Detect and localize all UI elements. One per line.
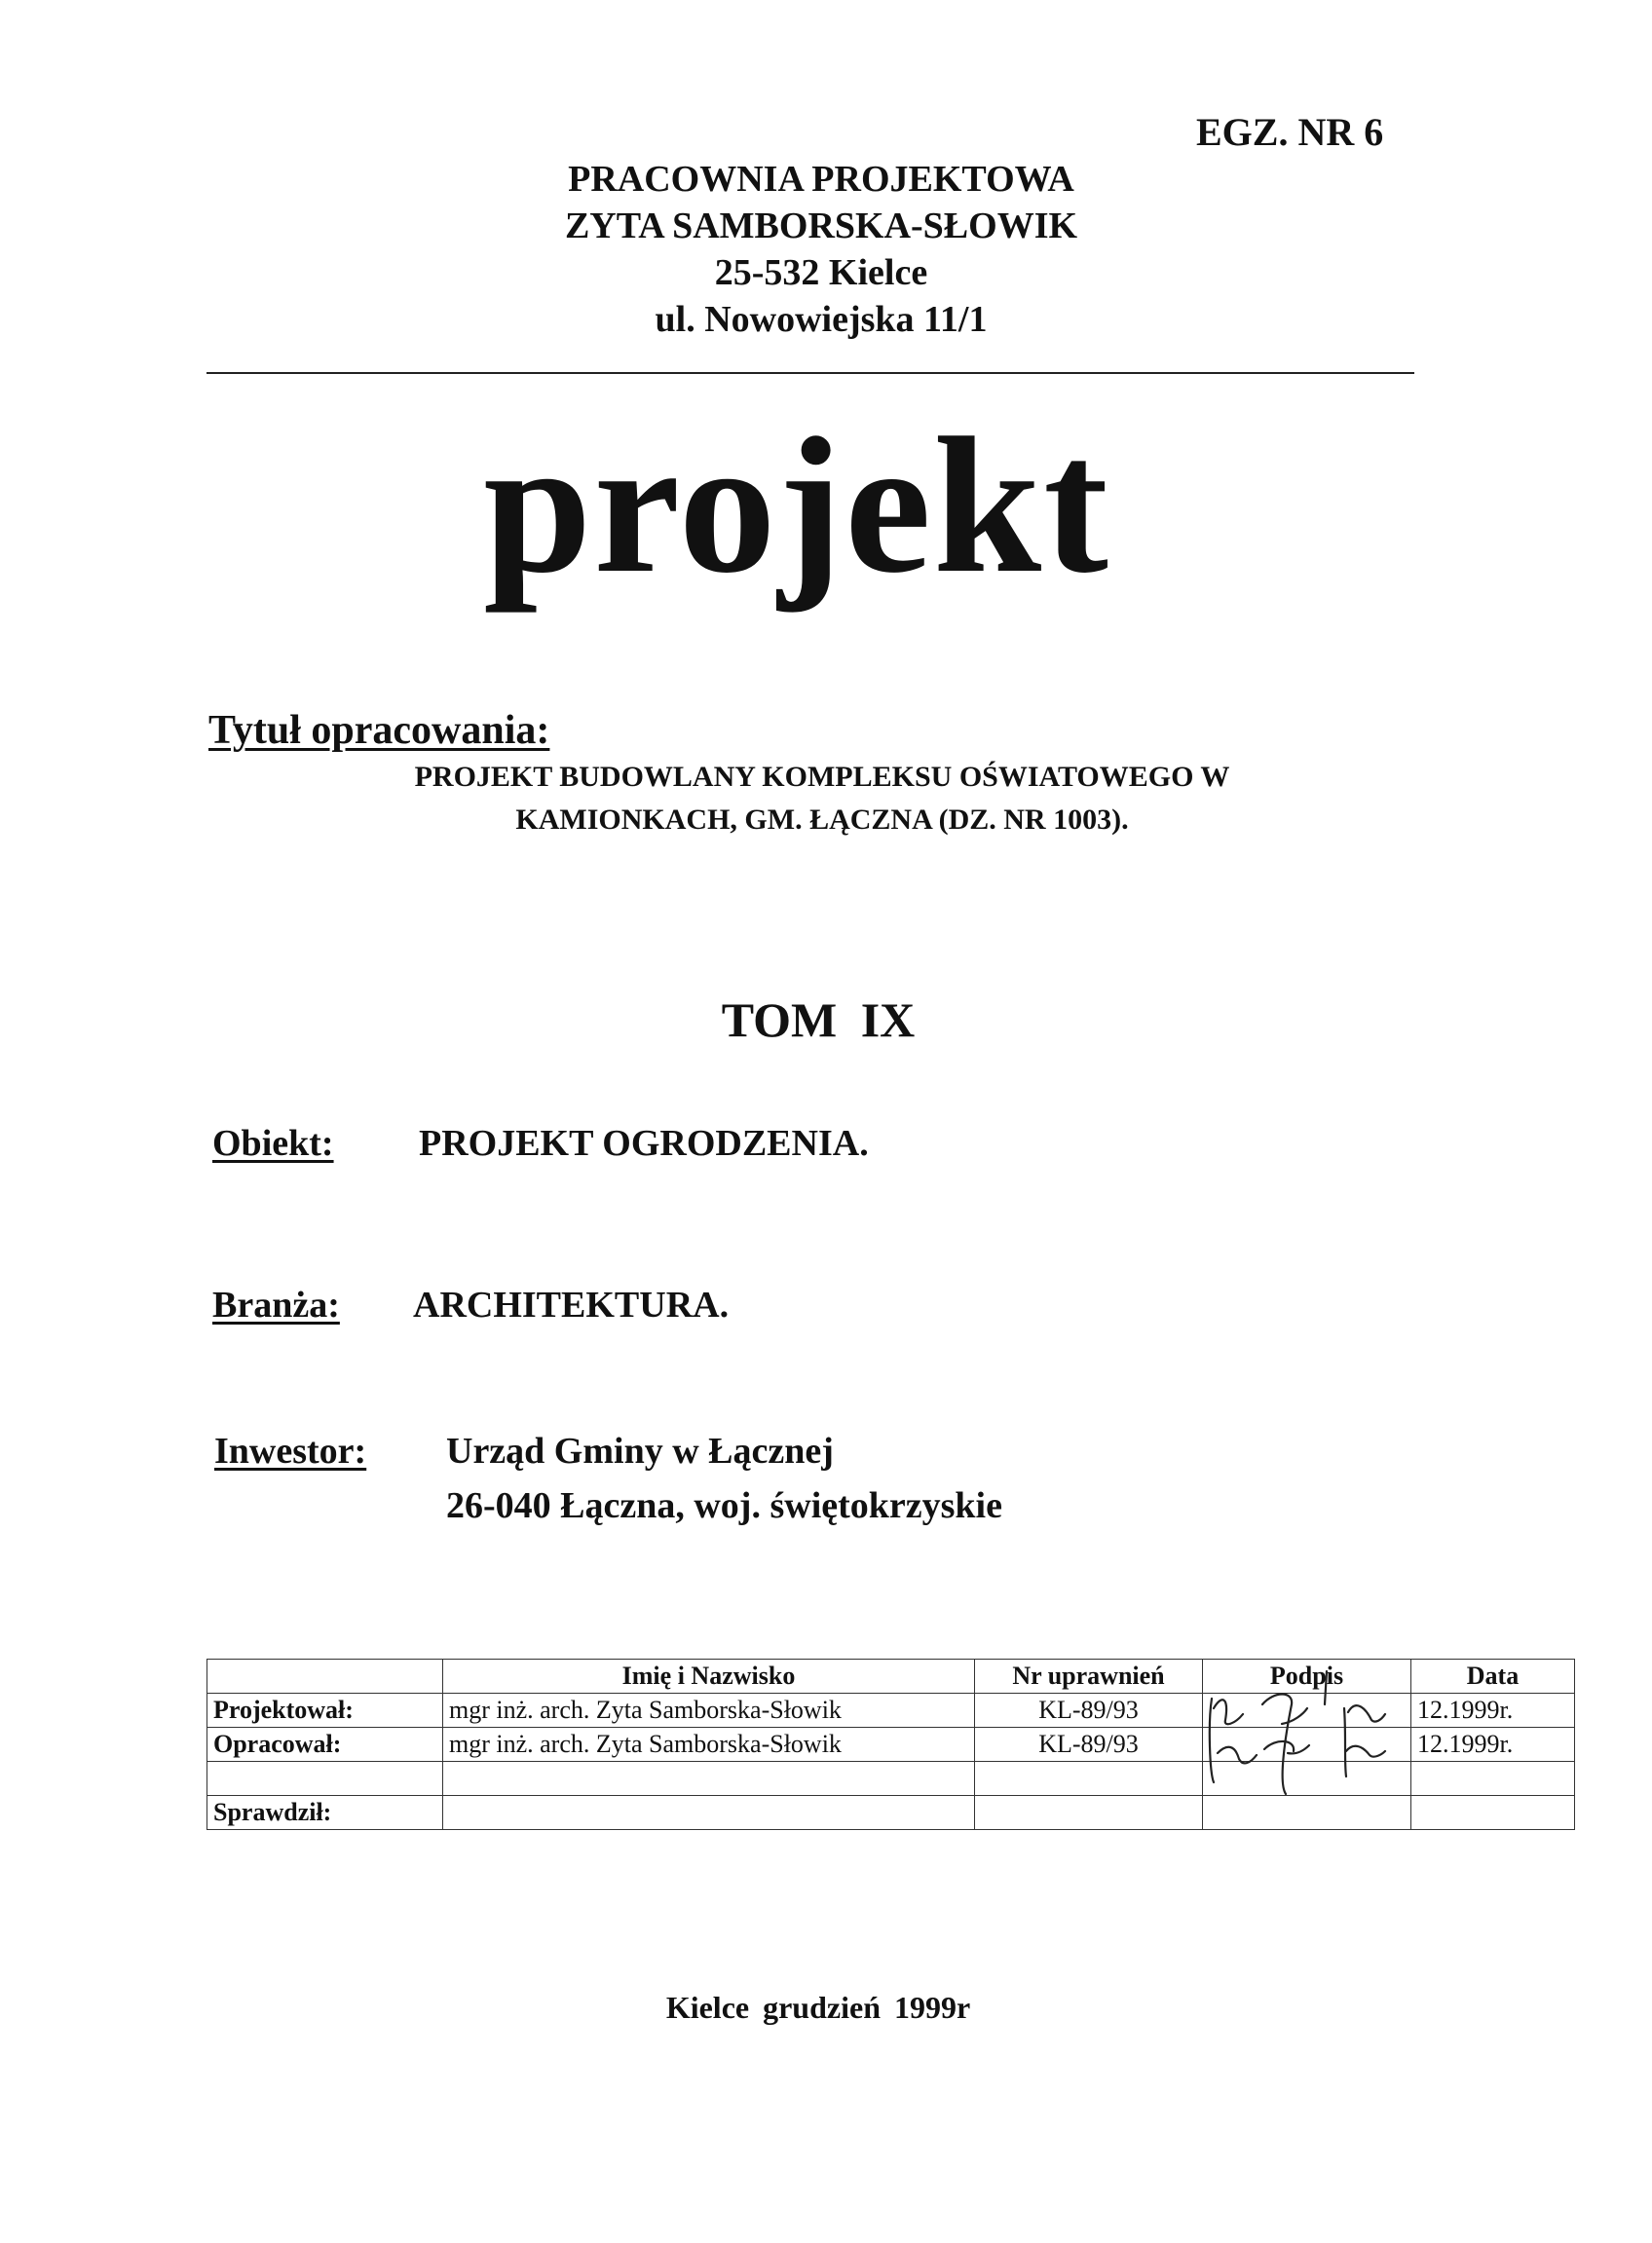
row-date: 12.1999r. xyxy=(1411,1728,1575,1762)
header-divider xyxy=(206,372,1414,374)
row-name xyxy=(443,1796,975,1830)
row-signature xyxy=(1203,1762,1411,1796)
investor-label: Inwestor: xyxy=(214,1431,367,1472)
office-name: PRACOWNIA PROJEKTOWA xyxy=(568,159,1074,200)
row-role: Opracował: xyxy=(207,1728,443,1762)
header-role xyxy=(207,1660,443,1694)
row-license xyxy=(975,1796,1203,1830)
row-license: KL-89/93 xyxy=(975,1694,1203,1728)
investor-address: 26-040 Łączna, woj. świętokrzyskie xyxy=(446,1485,1002,1526)
row-signature xyxy=(1203,1728,1411,1762)
row-signature xyxy=(1203,1694,1411,1728)
office-street: ul. Nowowiejska 11/1 xyxy=(655,299,988,340)
office-owner: ZYTA SAMBORSKA-SŁOWIK xyxy=(564,206,1078,246)
row-name: mgr inż. arch. Zyta Samborska-Słowik xyxy=(443,1728,975,1762)
row-date: 12.1999r. xyxy=(1411,1694,1575,1728)
row-role: Projektował: xyxy=(207,1694,443,1728)
row-license xyxy=(975,1762,1203,1796)
volume-text: TOM IX xyxy=(721,992,916,1047)
header-name: Imię i Nazwisko xyxy=(443,1660,975,1694)
row-license: KL-89/93 xyxy=(975,1728,1203,1762)
office-header xyxy=(0,156,1652,343)
study-title-text xyxy=(0,756,1652,841)
main-title-text: projekt xyxy=(483,398,1110,614)
study-title-label: Tytuł opracowania: xyxy=(208,708,550,753)
main-title xyxy=(0,398,1652,614)
table-row xyxy=(207,1796,1575,1830)
header-license: Nr uprawnień xyxy=(975,1660,1203,1694)
volume xyxy=(0,991,1652,1048)
branch-value: ARCHITEKTURA. xyxy=(413,1285,730,1326)
office-city: 25-532 Kielce xyxy=(714,252,928,293)
table-row xyxy=(207,1694,1575,1728)
study-title-line-2: KAMIONKACH, GM. ŁĄCZNA (DZ. NR 1003). xyxy=(515,804,1129,836)
header-date: Data xyxy=(1411,1660,1575,1694)
row-signature xyxy=(1203,1796,1411,1830)
object-value: PROJEKT OGRODZENIA. xyxy=(419,1123,869,1164)
copy-number: EGZ. NR 6 xyxy=(1196,110,1384,154)
study-title-line-1: PROJEKT BUDOWLANY KOMPLEKSU OŚWIATOWEGO W xyxy=(414,761,1230,793)
row-role: Sprawdził: xyxy=(207,1796,443,1830)
row-date xyxy=(1411,1796,1575,1830)
table-row xyxy=(207,1762,1575,1796)
investor-name: Urząd Gminy w Łącznej xyxy=(446,1431,834,1472)
object-label: Obiekt: xyxy=(212,1123,334,1164)
header-signature: Podpis xyxy=(1203,1660,1411,1694)
table-header-row xyxy=(207,1660,1575,1694)
branch-label: Branża: xyxy=(212,1285,340,1326)
signatures-table xyxy=(206,1659,1575,1830)
row-date xyxy=(1411,1762,1575,1796)
row-name: mgr inż. arch. Zyta Samborska-Słowik xyxy=(443,1694,975,1728)
row-role xyxy=(207,1762,443,1796)
footer-text: Kielce grudzień 1999r xyxy=(665,1990,971,2025)
row-name xyxy=(443,1762,975,1796)
table-row xyxy=(207,1728,1575,1762)
footer-place-date xyxy=(0,1990,1652,2026)
